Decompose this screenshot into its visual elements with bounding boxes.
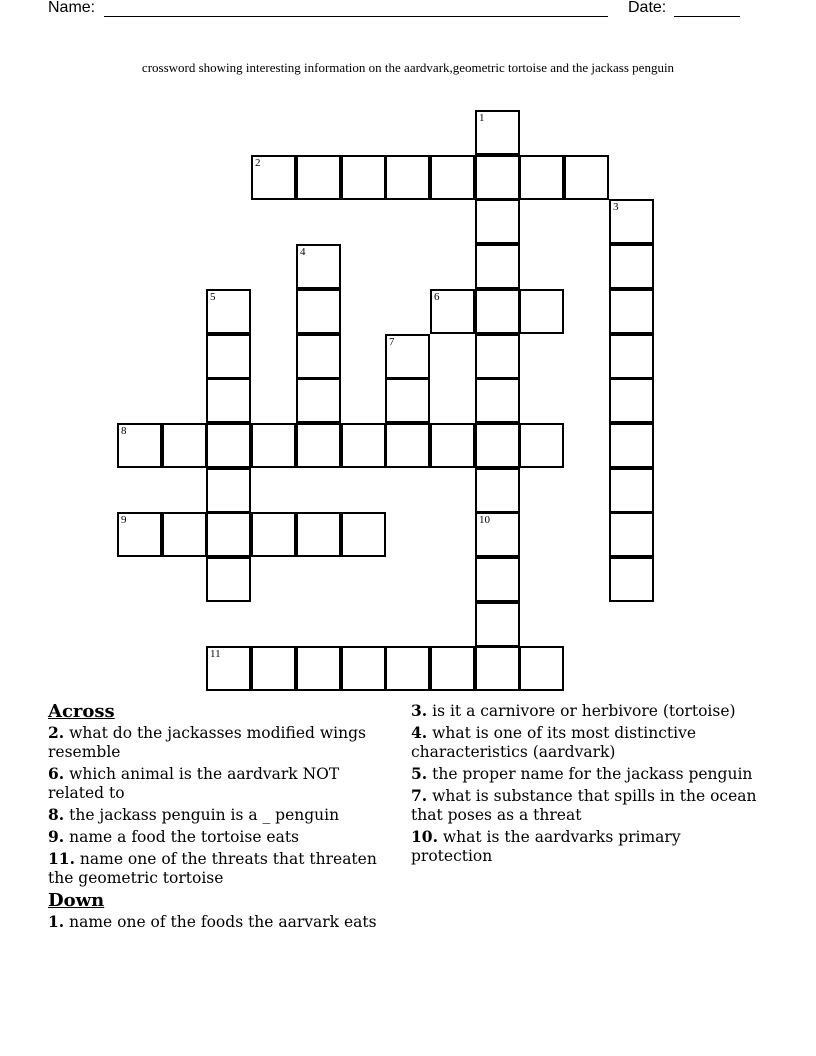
clue-text: is it a carnivore or herbivore (tortoise) bbox=[432, 702, 736, 720]
grid-cell[interactable] bbox=[206, 423, 251, 468]
grid-cell[interactable] bbox=[475, 646, 520, 691]
cell-number: 11 bbox=[210, 648, 221, 660]
clue-number: 2. bbox=[48, 723, 65, 742]
grid-cell[interactable] bbox=[341, 155, 386, 200]
clue-text: what is substance that spills in the ocean that poses as a threat bbox=[411, 787, 757, 824]
grid-cell[interactable] bbox=[296, 512, 341, 557]
down-clue bbox=[48, 912, 388, 932]
grid-cell[interactable] bbox=[609, 557, 654, 602]
cell-number: 6 bbox=[434, 291, 440, 303]
grid-cell[interactable] bbox=[609, 468, 654, 513]
across-clue bbox=[48, 764, 388, 803]
down-heading: Down bbox=[48, 890, 105, 911]
grid-cell[interactable] bbox=[475, 155, 520, 200]
grid-cell[interactable] bbox=[385, 378, 430, 423]
down-clue bbox=[411, 827, 761, 866]
grid-cell[interactable] bbox=[251, 646, 296, 691]
grid-cell[interactable] bbox=[385, 155, 430, 200]
grid-cell[interactable] bbox=[519, 646, 564, 691]
grid-cell[interactable] bbox=[296, 334, 341, 379]
grid-cell[interactable] bbox=[475, 244, 520, 289]
grid-cell[interactable] bbox=[296, 244, 341, 289]
cell-number: 10 bbox=[479, 514, 490, 526]
grid-cell[interactable] bbox=[206, 557, 251, 602]
grid-cell[interactable] bbox=[206, 289, 251, 334]
cell-number: 4 bbox=[300, 246, 306, 258]
grid-cell[interactable] bbox=[341, 423, 386, 468]
grid-cell[interactable] bbox=[296, 289, 341, 334]
clue-number: 9. bbox=[48, 827, 65, 846]
date-label: Date: bbox=[628, 0, 667, 16]
clue-text: name one of the foods the aarvark eats bbox=[69, 913, 377, 931]
grid-cell[interactable] bbox=[475, 199, 520, 244]
grid-cell[interactable] bbox=[475, 512, 520, 557]
clues-right-column bbox=[411, 701, 761, 868]
clue-text: what is one of its most distinctive characteristics (aardvark) bbox=[411, 724, 697, 761]
clue-number: 10. bbox=[411, 827, 438, 846]
grid-cell[interactable] bbox=[117, 512, 162, 557]
grid-cell[interactable] bbox=[251, 155, 296, 200]
grid-cell[interactable] bbox=[385, 334, 430, 379]
grid-cell[interactable] bbox=[296, 646, 341, 691]
across-clue bbox=[48, 849, 388, 888]
grid-cell[interactable] bbox=[430, 423, 475, 468]
grid-cell[interactable] bbox=[206, 646, 251, 691]
grid-cell[interactable] bbox=[341, 646, 386, 691]
clue-number: 7. bbox=[411, 786, 428, 805]
down-clue bbox=[411, 764, 761, 784]
clue-number: 5. bbox=[411, 764, 428, 783]
cell-number: 8 bbox=[121, 425, 127, 437]
grid-cell[interactable] bbox=[519, 155, 564, 200]
grid-cell[interactable] bbox=[385, 646, 430, 691]
clue-number: 11. bbox=[48, 849, 75, 868]
down-clue bbox=[411, 786, 761, 825]
cell-number: 5 bbox=[210, 291, 216, 303]
grid-cell[interactable] bbox=[206, 468, 251, 513]
grid-cell[interactable] bbox=[519, 423, 564, 468]
grid-cell[interactable] bbox=[296, 155, 341, 200]
grid-cell[interactable] bbox=[251, 423, 296, 468]
grid-cell[interactable] bbox=[475, 289, 520, 334]
cell-number: 7 bbox=[389, 336, 395, 348]
puzzle-subtitle: crossword showing interesting information on the aardvark,geometric tortoise and the jackass penguin bbox=[141, 60, 675, 75]
name-label: Name: bbox=[48, 0, 96, 16]
clue-number: 3. bbox=[411, 701, 428, 720]
grid-cell[interactable] bbox=[251, 512, 296, 557]
across-clue bbox=[48, 805, 388, 825]
grid-cell[interactable] bbox=[609, 289, 654, 334]
down-clue bbox=[411, 701, 761, 721]
grid-cell[interactable] bbox=[519, 289, 564, 334]
clue-text: what is the aardvarks primary protection bbox=[411, 828, 681, 865]
across-clue bbox=[48, 827, 388, 847]
grid-cell[interactable] bbox=[564, 155, 609, 200]
grid-cell[interactable] bbox=[162, 512, 207, 557]
grid-cell[interactable] bbox=[609, 423, 654, 468]
across-heading: Across bbox=[48, 701, 115, 722]
grid-cell[interactable] bbox=[609, 378, 654, 423]
clue-text: the proper name for the jackass penguin bbox=[432, 765, 753, 783]
across-clue bbox=[48, 723, 388, 762]
grid-cell[interactable] bbox=[475, 602, 520, 647]
grid-cell[interactable] bbox=[385, 423, 430, 468]
grid-cell[interactable] bbox=[609, 199, 654, 244]
down-clue bbox=[411, 723, 761, 762]
grid-cell[interactable] bbox=[296, 423, 341, 468]
grid-cell[interactable] bbox=[296, 378, 341, 423]
grid-cell[interactable] bbox=[430, 155, 475, 200]
clue-number: 1. bbox=[48, 912, 65, 931]
cell-number: 2 bbox=[255, 157, 261, 169]
grid-cell[interactable] bbox=[430, 289, 475, 334]
clue-text: what do the jackasses modified wings resemble bbox=[48, 724, 366, 761]
clues-left-column bbox=[48, 701, 388, 934]
grid-cell[interactable] bbox=[609, 334, 654, 379]
grid-cell[interactable] bbox=[475, 378, 520, 423]
grid-cell[interactable] bbox=[475, 110, 520, 155]
grid-cell[interactable] bbox=[475, 334, 520, 379]
grid-cell[interactable] bbox=[430, 646, 475, 691]
clue-text: name a food the tortoise eats bbox=[69, 828, 300, 846]
grid-cell[interactable] bbox=[117, 423, 162, 468]
grid-cell[interactable] bbox=[341, 512, 386, 557]
grid-cell[interactable] bbox=[609, 512, 654, 557]
cell-number: 9 bbox=[121, 514, 127, 526]
cell-number: 1 bbox=[479, 112, 485, 124]
grid-cell[interactable] bbox=[206, 378, 251, 423]
cell-number: 3 bbox=[613, 201, 619, 213]
grid-cell[interactable] bbox=[475, 423, 520, 468]
grid-cell[interactable] bbox=[206, 512, 251, 557]
clue-text: name one of the threats that threaten the geometric tortoise bbox=[48, 850, 377, 887]
grid-cell[interactable] bbox=[609, 244, 654, 289]
clue-text: the jackass penguin is a _ penguin bbox=[69, 806, 340, 824]
grid-cell[interactable] bbox=[206, 334, 251, 379]
clue-number: 6. bbox=[48, 764, 65, 783]
clue-text: which animal is the aardvark NOT related to bbox=[48, 765, 340, 802]
clue-number: 4. bbox=[411, 723, 428, 742]
clue-number: 8. bbox=[48, 805, 65, 824]
grid-cell[interactable] bbox=[162, 423, 207, 468]
grid-cell[interactable] bbox=[475, 557, 520, 602]
grid-cell[interactable] bbox=[475, 468, 520, 513]
